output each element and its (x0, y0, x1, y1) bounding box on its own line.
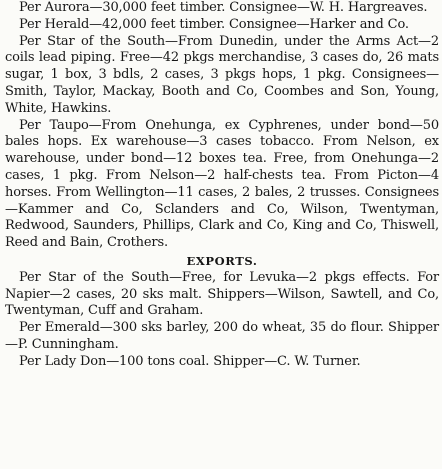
export-entry-emerald: Per Emerald—300 sks barley, 200 do wheat, 35 do flour. Shipper—P. Cunningham. (5, 320, 439, 352)
export-entry-lady-don: Per Lady Don—100 tons coal. Shipper—C. W. Turner. (19, 353, 361, 369)
import-entry-star-of-the-south: Per Star of the South—From Dunedin, under the Arms Act—2 coils lead piping. Free—42 pkgs merchandise, 3 cases do, 26 mats sugar, 1 box, 3 bdls, 2 cases, 3 pkgs hops, 1 pkg. Consignees—Smith, Taylor, Mackay, Booth and Co, Coombes and Son, Young, White, Hawkins. (5, 33, 439, 116)
import-entry-aurora: Per Aurora—30,000 feet timber. Consignee—W. H. Hargreaves. (19, 0, 428, 15)
exports-heading: EXPORTS. (186, 253, 258, 268)
export-entry-star-of-the-south: Per Star of the South—Free, for Levuka—2 pkgs effects. For Napier—2 cases, 20 sks malt. Shippers—Wilson, Sawtell, and Co, Twentyman, Cuff and Graham. (5, 269, 439, 319)
import-entry-taupo: Per Taupo—From Onehunga, ex Cyphrenes, under bond—50 bales hops. Ex warehouse—3 cases tobacco. From Nelson, ex warehouse, under bond—12 boxes tea. Free, from Onehunga—2 cases, 1 pkg. From Nelson—2 half-chests tea. From Picton—4 horses. From Wellington—11 cases, 2 bales, 2 trusses. Consignees—Kammer and Co, Sclanders and Co, Wilson, Twentyman, Redwood, Saunders, Phillips, Clark and Co, King and Co, Thiswell, Reed and Bain, Crothers. (5, 117, 439, 251)
import-entry-herald: Per Herald—42,000 feet timber. Consignee—Harker and Co. (19, 16, 409, 32)
